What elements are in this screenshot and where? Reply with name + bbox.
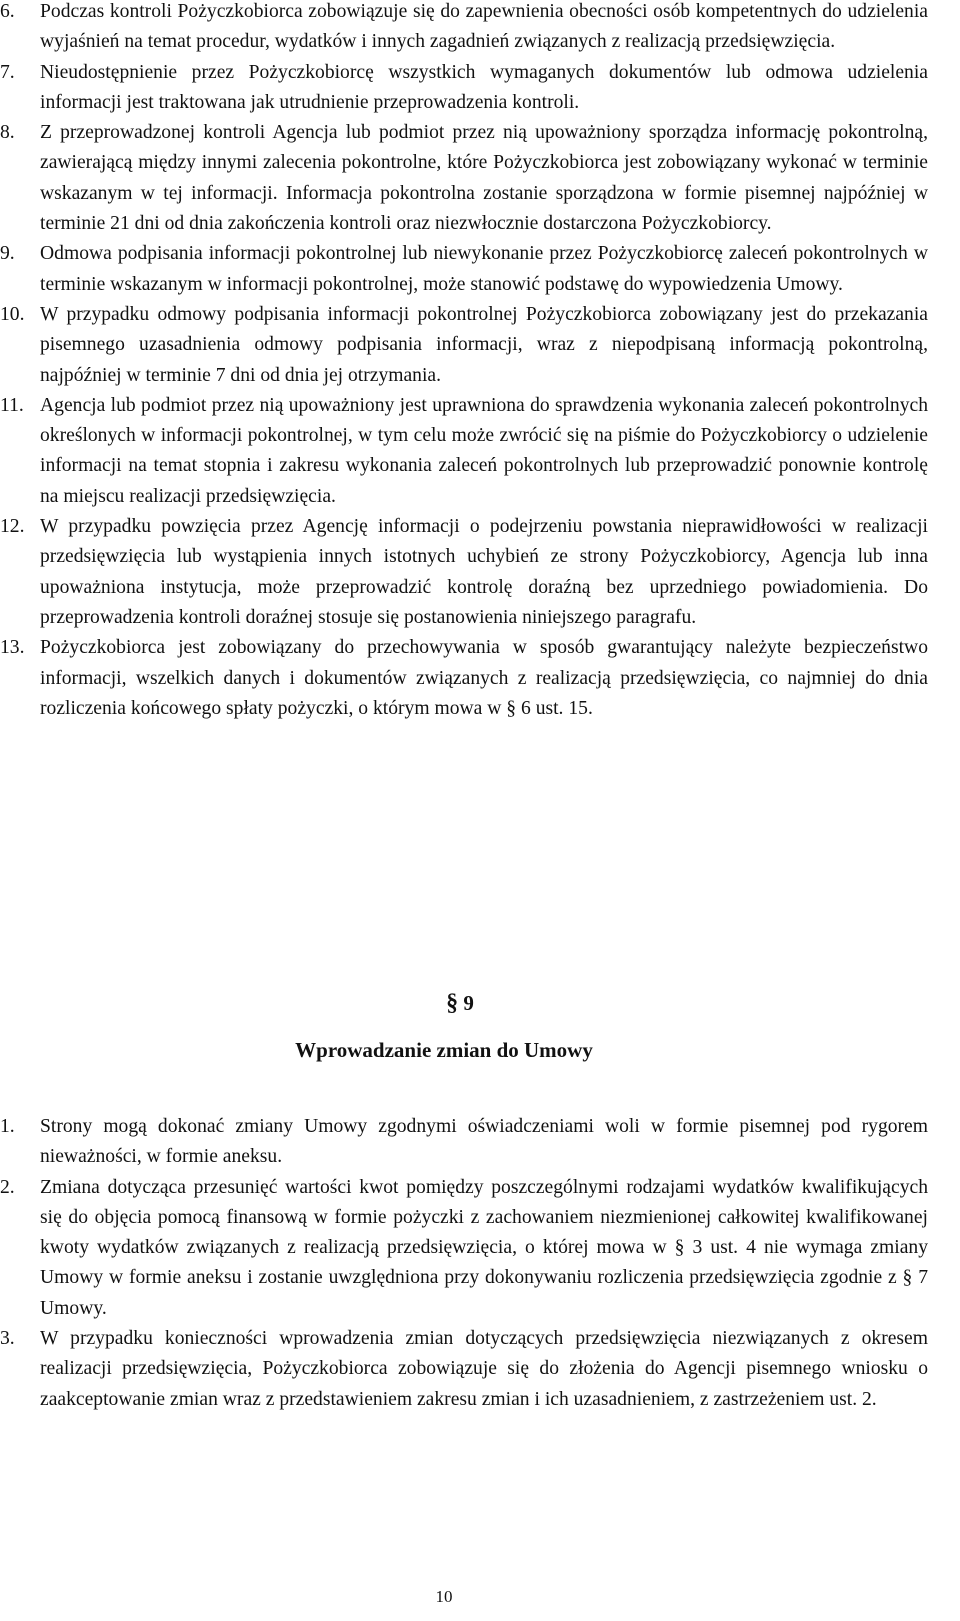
numbered-list-top: [0, 0, 960, 724]
item-text: W przypadku konieczności wprowadzenia zmian dotyczących przedsięwzięcia niezwiązanych z okresem realizacji przedsięwzięcia, Pożyczkobiorca zobowiązuje się do złożenia do Agencji pisemnego wniosku o zaakceptowanie zmian wraz z przedstawieniem zakresu zmian i ich uzasadnieniem, z zastrzeżeniem ust. 2.: [40, 1328, 928, 1410]
item-text: Agencja lub podmiot przez nią upoważniony jest uprawniona do sprawdzenia wykonania zaleceń pokontrolnych określonych w informacji pokontrolnej, w tym celu może zwrócić się na piśmie do Pożyczkobiorcy o udzielenie informacji na temat stopnia i zakresu wykonania zaleceń pokontrolnych lub przeprowadzić ponownie kontrolę na miejscu realizacji przedsięwzięcia.: [40, 394, 928, 507]
item-text: W przypadku odmowy podpisania informacji pokontrolnej Pożyczkobiorca zobowiązany jest do przekazania pisemnego uzasadnienia odmowy podpisania informacji, wraz z niepodpisaną informacją pokontrolną, najpóźniej w terminie 7 dni od dnia jej otrzymania.: [40, 303, 928, 386]
section-title: Wprowadzanie zmian do Umowy: [295, 1038, 593, 1062]
item-number: 3.: [0, 1328, 15, 1350]
item-text: Z przeprowadzonej kontroli Agencja lub podmiot przez nią upoważniony sporządza informację pokontrolną, zawierającą między innymi zalecenia pokontrolne, które Pożyczkobiorca jest zobowiązany wykonać w terminie wskazanym w tej informacji. Informacja pokontrolna zostanie sporządzona w formie pisemnej najpóźniej w terminie 21 dni od dnia zakończenia kontroli oraz niezwłocznie dostarczona Pożyczkobiorcy.: [40, 122, 928, 235]
list-item: [0, 512, 928, 633]
list-item: [0, 239, 928, 300]
item-number: 10.: [0, 303, 25, 325]
section-sign: §: [446, 990, 459, 1016]
item-number: 6.: [0, 1, 15, 22]
item-number: 11.: [0, 394, 24, 416]
list-item: [0, 118, 928, 239]
page-number: 10: [435, 1587, 453, 1606]
item-text: Strony mogą dokonać zmiany Umowy zgodnymi oświadczeniami woli w formie pisemnej pod rygorem nieważności, w formie aneksu.: [40, 1116, 928, 1168]
list-item: [0, 300, 928, 391]
list-item: [0, 1173, 928, 1324]
list-item: [0, 391, 928, 512]
list-item: [0, 58, 928, 119]
section-heading: [0, 988, 920, 1018]
numbered-list-bottom: [0, 1112, 960, 1415]
item-text: W przypadku powzięcia przez Agencję informacji o podejrzeniu powstania nieprawidłowości w realizacji przedsięwzięcia lub wystąpienia innych istotnych uchybień ze strony Pożyczkobiorcy, Agencja lub inna upoważniona instytucja, może przeprowadzić kontrolę doraźną bez uprzedniego powiadomienia. Do przeprowadzenia kontroli doraźnej stosuje się postanowienia niniejszego paragrafu.: [40, 516, 928, 628]
item-number: 12.: [0, 516, 25, 538]
list-item: [0, 1112, 928, 1173]
list-item: [0, 633, 928, 724]
item-text: Zmiana dotycząca przesunięć wartości kwot pomiędzy poszczególnymi rodzajami wydatków kwalifikujących się do objęcia pomocą finansową w formie pożyczki z zachowaniem niezmienionej całkowitej kwalifikowanej kwoty wydatków związanych z realizacją przedsięwzięcia, o której mowa w § 3 ust. 4 nie wymaga zmiany Umowy w formie aneksu i zostanie uwzględniona przy dokonywaniu rozliczenia przedsięwzięcia zgodnie z § 7 Umowy.: [40, 1176, 928, 1319]
list-item: [0, 0, 928, 58]
list-item: [0, 1324, 928, 1415]
item-number: 2.: [0, 1176, 15, 1198]
item-number: 13.: [0, 637, 25, 659]
item-text: Pożyczkobiorca jest zobowiązany do przechowywania w sposób gwarantujący należyte bezpieczeństwo informacji, wszelkich danych i dokumentów związanych z realizacją przedsięwzięcia, co najmniej do dnia rozliczenia końcowego spłaty pożyczki, o którym mowa w § 6 ust. 15.: [40, 637, 928, 719]
item-number: 7.: [0, 61, 15, 83]
item-number: 1.: [0, 1116, 15, 1137]
item-number: 9.: [0, 243, 15, 265]
item-text: Nieudostępnienie przez Pożyczkobiorcę wszystkich wymaganych dokumentów lub odmowa udzielenia informacji jest traktowana jak utrudnienie przeprowadzenia kontroli.: [40, 61, 928, 113]
item-text: Odmowa podpisania informacji pokontrolnej lub niewykonanie przez Pożyczkobiorcę zaleceń pokontrolnych w terminie wskazanym w informacji pokontrolnej, może stanowić podstawę do wypowiedzenia Umowy.: [40, 243, 928, 295]
item-number: 8.: [0, 122, 15, 144]
item-text: Podczas kontroli Pożyczkobiorca zobowiązuje się do zapewnienia obecności osób kompetentnych do udzielenia wyjaśnień na temat procedur, wydatków i innych zagadnień związanych z realizacją przedsięwzięcia.: [40, 1, 928, 53]
section-number: 9: [463, 991, 474, 1015]
